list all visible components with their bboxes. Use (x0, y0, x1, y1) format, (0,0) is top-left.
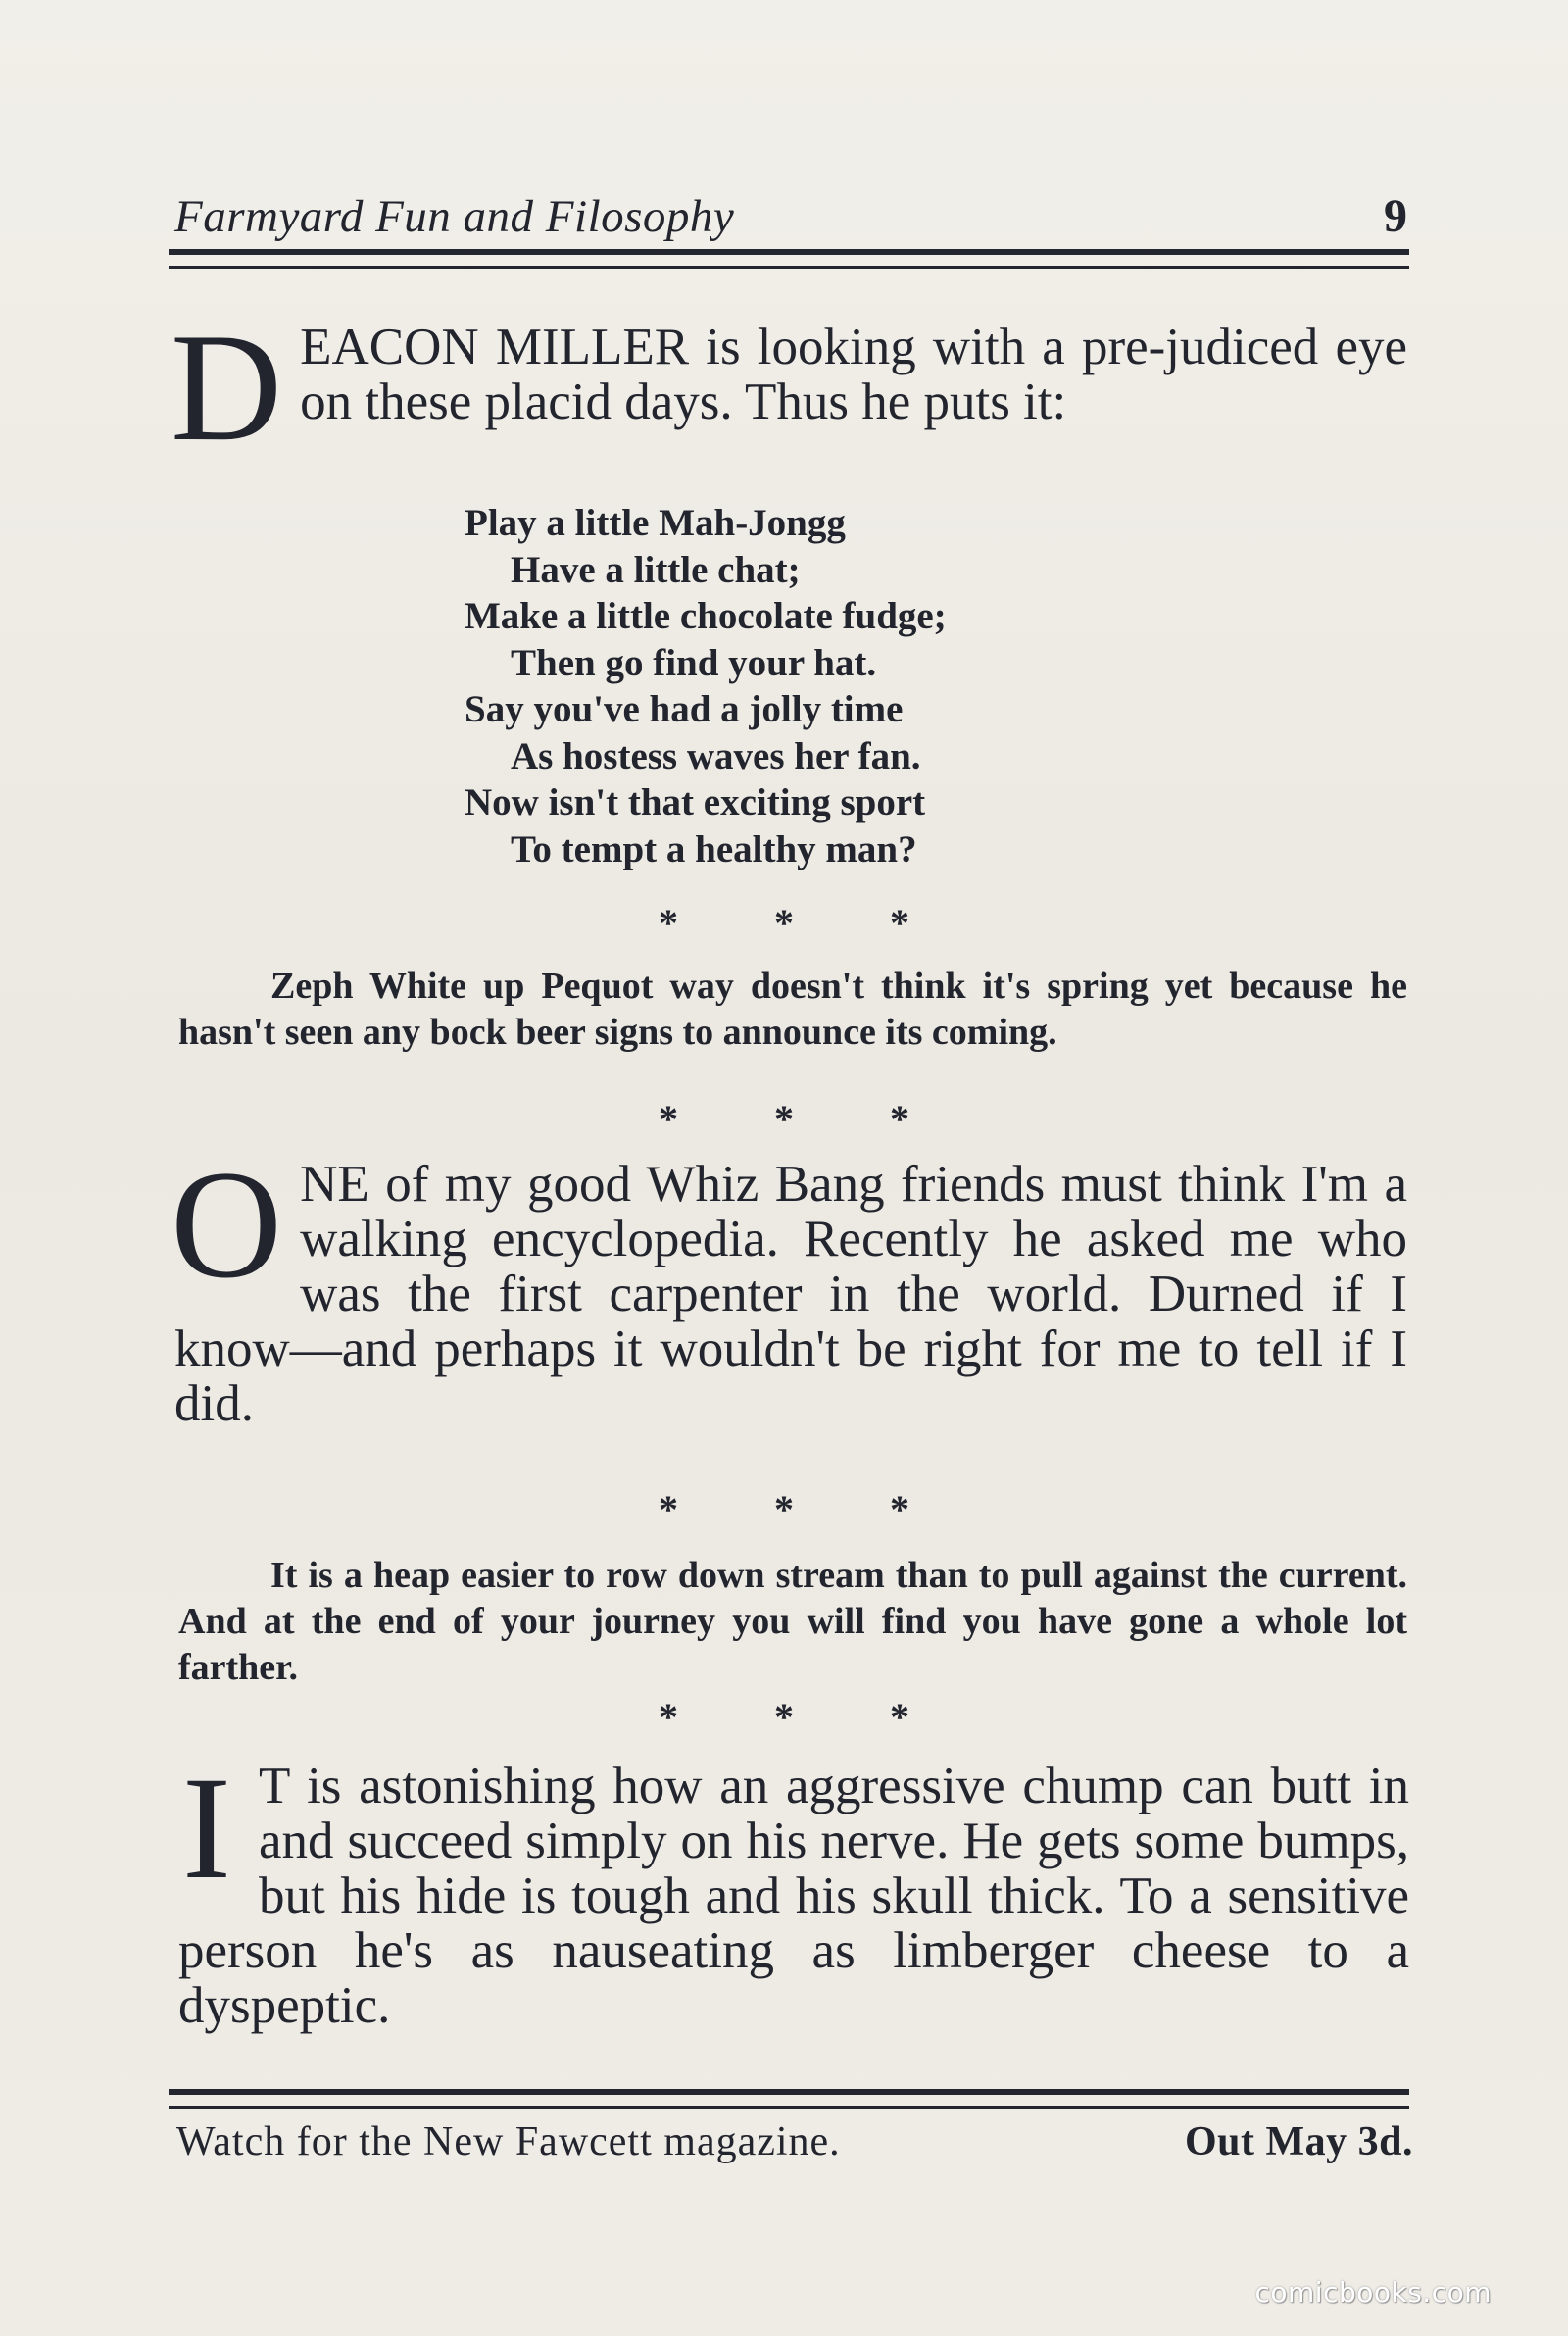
paragraph-text: T is astonishing how an aggressive chump can butt in and succeed simply on his nerve. He gets some bumps, but his hide is tough and his skull thick. To a sensitive person he's as nauseating as limberger cheese to a dyspeptic. (178, 1758, 1409, 2034)
verse-line: Have a little chat; (511, 548, 801, 591)
separator-stars: * * * (659, 1695, 953, 1739)
aggressive-chump-paragraph (178, 1747, 1409, 2034)
separator-stars: * * * (659, 1487, 953, 1531)
running-title: Farmyard Fun and Filosophy (174, 191, 735, 242)
running-head (174, 184, 1407, 243)
verse-block (465, 500, 1151, 872)
paragraph-text: It is a heap easier to row down stream than to pull against the current. And at the end of your journey you will find you have gone a whole lot farther. (178, 1555, 1407, 1688)
footer-advert (176, 2118, 1413, 2165)
zeph-white-paragraph (178, 964, 1407, 1056)
footer-emphasis: Out May 3d. (1184, 2119, 1413, 2164)
verse-line: Play a little Mah-Jongg (465, 502, 846, 544)
footer-rule (169, 2089, 1409, 2109)
paragraph-text: Zeph White up Pequot way doesn't think it's spring yet because he hasn't seen any bock beer signs to announce its coming. (178, 966, 1407, 1053)
paragraph-text: NE of my good Whiz Bang friends must think I'm a walking encyclopedia. Recently he asked me who was the first carpenter in the world. Durned if I know—and perhaps it wouldn't be right for me to tell if I did. (174, 1156, 1407, 1432)
whiz-bang-paragraph (171, 1139, 1407, 1432)
footer-text: Watch for the New Fawcett magazine. (176, 2119, 841, 2164)
site-watermark: comicbooks.com (1254, 2276, 1492, 2309)
verse-line: Make a little chocolate fudge; (465, 595, 947, 637)
dropcap-i: I (182, 1747, 231, 1910)
dropcap-d: D (171, 302, 283, 473)
separator-stars: * * * (659, 901, 953, 945)
verse-line: To tempt a healthy man? (511, 827, 917, 870)
paragraph-text: EACON MILLER is looking with a pre-judiced eye on these placid days. Thus he puts it: (300, 319, 1407, 430)
verse-line: Now isn't that exciting sport (465, 781, 926, 823)
verse-line: Say you've had a jolly time (465, 688, 904, 730)
page-number: 9 (1384, 190, 1407, 242)
verse-line: Then go find your hat. (511, 641, 877, 684)
header-rule (169, 249, 1409, 269)
separator-stars: * * * (659, 1097, 953, 1141)
dropcap-o: O (171, 1139, 283, 1311)
verse-line: As hostess waves her fan. (511, 734, 921, 777)
deacon-miller-paragraph (171, 302, 1407, 473)
row-downstream-paragraph (178, 1553, 1407, 1691)
